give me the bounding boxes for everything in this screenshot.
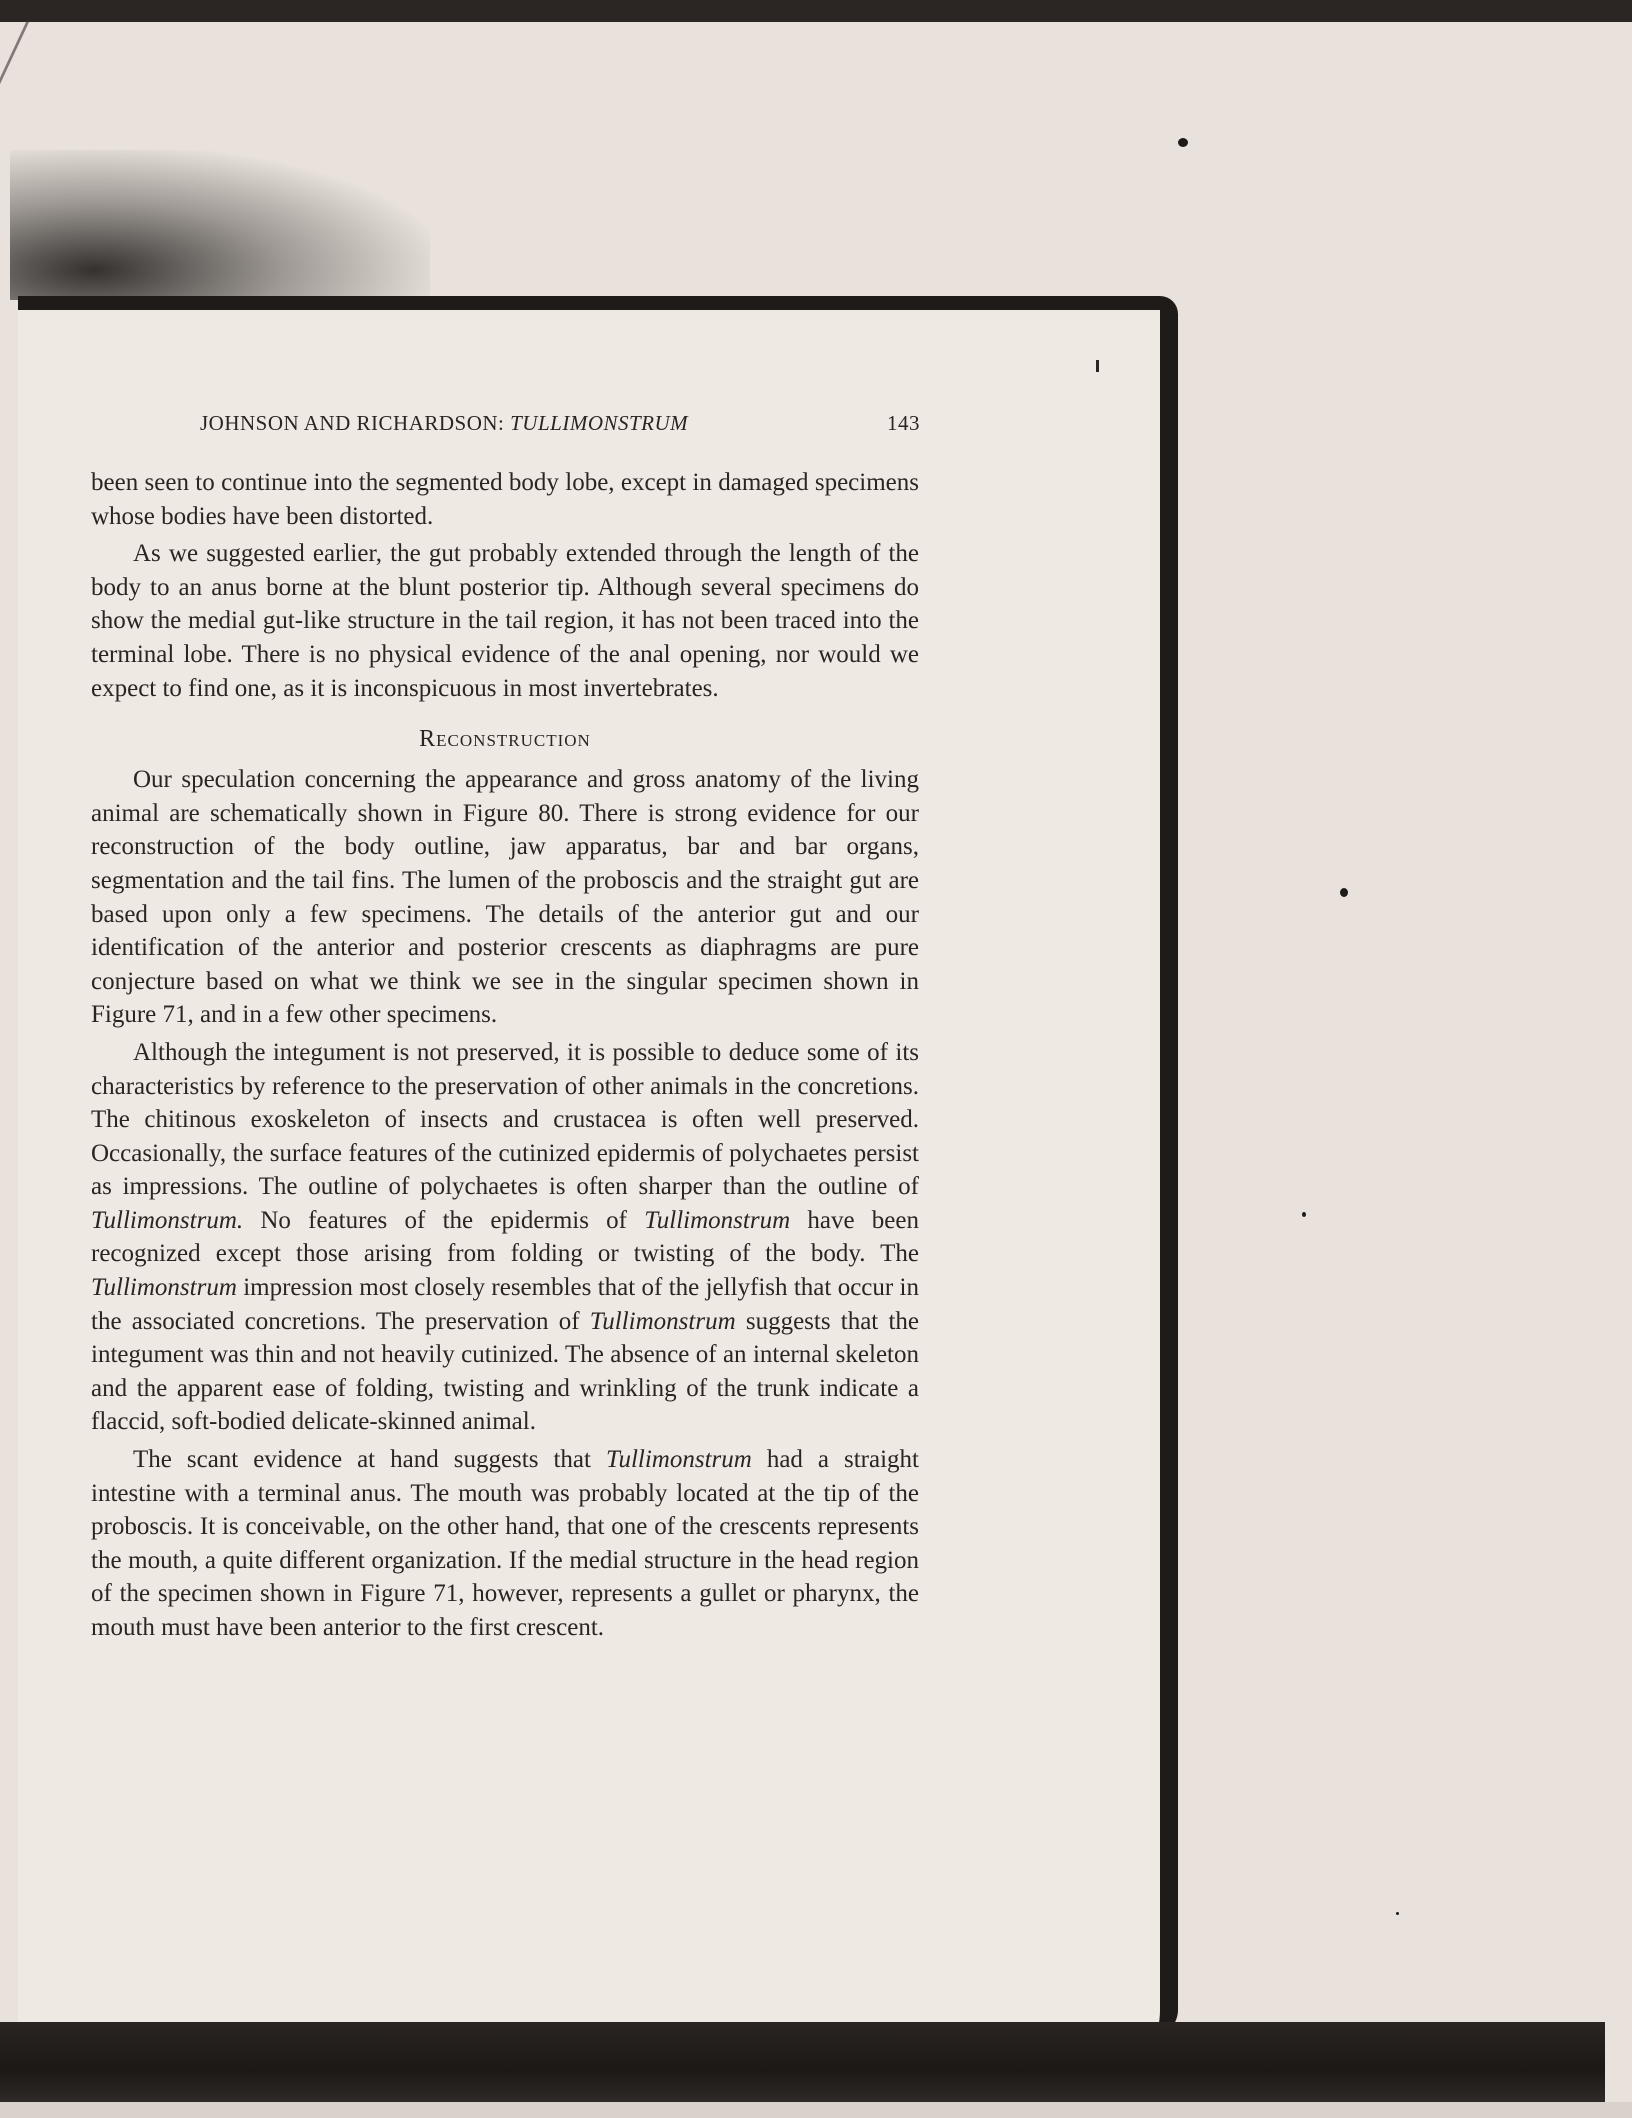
- paragraph-text: impression most closely resembles that of the jellyfish that occur in the associated concretions. The preservation of: [91, 1274, 919, 1335]
- paragraph-text: been seen to continue into the segmented body lobe, except in damaged specimens whose bodies have been distorted.: [91, 469, 919, 530]
- paragraph: [91, 1036, 919, 1439]
- paragraph: [91, 1443, 919, 1645]
- scan-shadow: [10, 150, 430, 300]
- paragraph-text: Although the integument is not preserved, it is possible to deduce some of its characteristics by reference to the preservation of other animals in the concretions. The chitinous exoskeleton of insects and crustacea is often well preserved. Occasionally, the surface features of the cutinized epidermis of polychaetes persist as impressions. The outline of polychaetes is often sharper than the outline of: [91, 1038, 919, 1201]
- paragraph: [91, 537, 919, 705]
- paragraph-text: suggests that the integument was thin and not heavily cutinized. The absence of an internal skeleton and the apparent ease of folding, twisting and wrinkling of the trunk indicate a flaccid, soft-bodied delicate-skinned animal.: [91, 1307, 919, 1436]
- paragraph-text: have been recognized except those arising from folding or twisting of the body. The: [91, 1206, 919, 1268]
- italic-genus-name: Tullimonstrum: [644, 1206, 791, 1234]
- paragraph-text: As we suggested earlier, the gut probably extended through the length of the body to an anus borne at the blunt posterior tip. Although several specimens do show the medial gut-like structure in the tail region, it has not been traced into the terminal lobe. There is no physical evidence of the anal opening, nor would we expect to find one, as it is inconspicuous in most invertebrates.: [91, 540, 919, 702]
- italic-genus-name: Tullimonstrum.: [91, 1206, 244, 1234]
- scan-speck: [1340, 888, 1348, 897]
- body-text: [91, 466, 919, 1649]
- scan-corner-mark: [0, 20, 90, 110]
- pre-section-paragraphs: [91, 466, 919, 705]
- scan-top-band: [0, 0, 1632, 22]
- running-head-title: [200, 411, 688, 436]
- scan-speck: [1302, 1212, 1306, 1217]
- italic-genus-name: Tullimonstrum: [605, 1446, 752, 1474]
- section-heading: Reconstruction: [419, 726, 591, 753]
- paragraph: [91, 466, 919, 533]
- scan-bottom-band: [0, 2022, 1605, 2102]
- running-head-genus: TULLIMONSTRUM: [510, 411, 689, 435]
- paragraph-text: The scant evidence at hand suggests that: [133, 1446, 606, 1474]
- paragraph-text: Our speculation concerning the appearance and gross anatomy of the living animal are schematically shown in Figure 80. There is strong evidence for our reconstruction of the body outline, jaw apparatus, bar and bar organs, segmentation and the tail fins. The lumen of the proboscis and the straight gut are based upon only a few specimens. The details of the anterior gut and our identification of the anterior and posterior crescents as diaphragms are pure conjecture based on what we think we see in the singular specimen shown in Figure 71, and in a few other specimens.: [91, 766, 919, 1029]
- section-paragraphs: [91, 763, 919, 1644]
- page-mark: [1096, 360, 1099, 372]
- scan-bottom-strip: [0, 2102, 1632, 2118]
- page-number: 143: [887, 411, 920, 435]
- paragraph: [91, 763, 919, 1032]
- running-head: [200, 411, 920, 441]
- italic-genus-name: Tullimonstrum: [91, 1274, 237, 1302]
- running-head-authors: JOHNSON AND RICHARDSON:: [200, 411, 511, 435]
- scan-speck: [1178, 138, 1188, 147]
- paragraph-text: No features of the epidermis of: [243, 1206, 645, 1234]
- paragraph-text: had a straight intestine with a terminal anus. The mouth was probably located at the tip of the proboscis. It is conceivable, on the other hand, that one of the crescents represents the mouth, a quite different organization. If the medial structure in the head region of the specimen shown in Figure 71, however, represents a gullet or pharynx, the mouth must have been anterior to the first crescent.: [91, 1446, 919, 1641]
- italic-genus-name: Tullimonstrum: [589, 1307, 736, 1335]
- scan-speck: [1396, 1912, 1399, 1915]
